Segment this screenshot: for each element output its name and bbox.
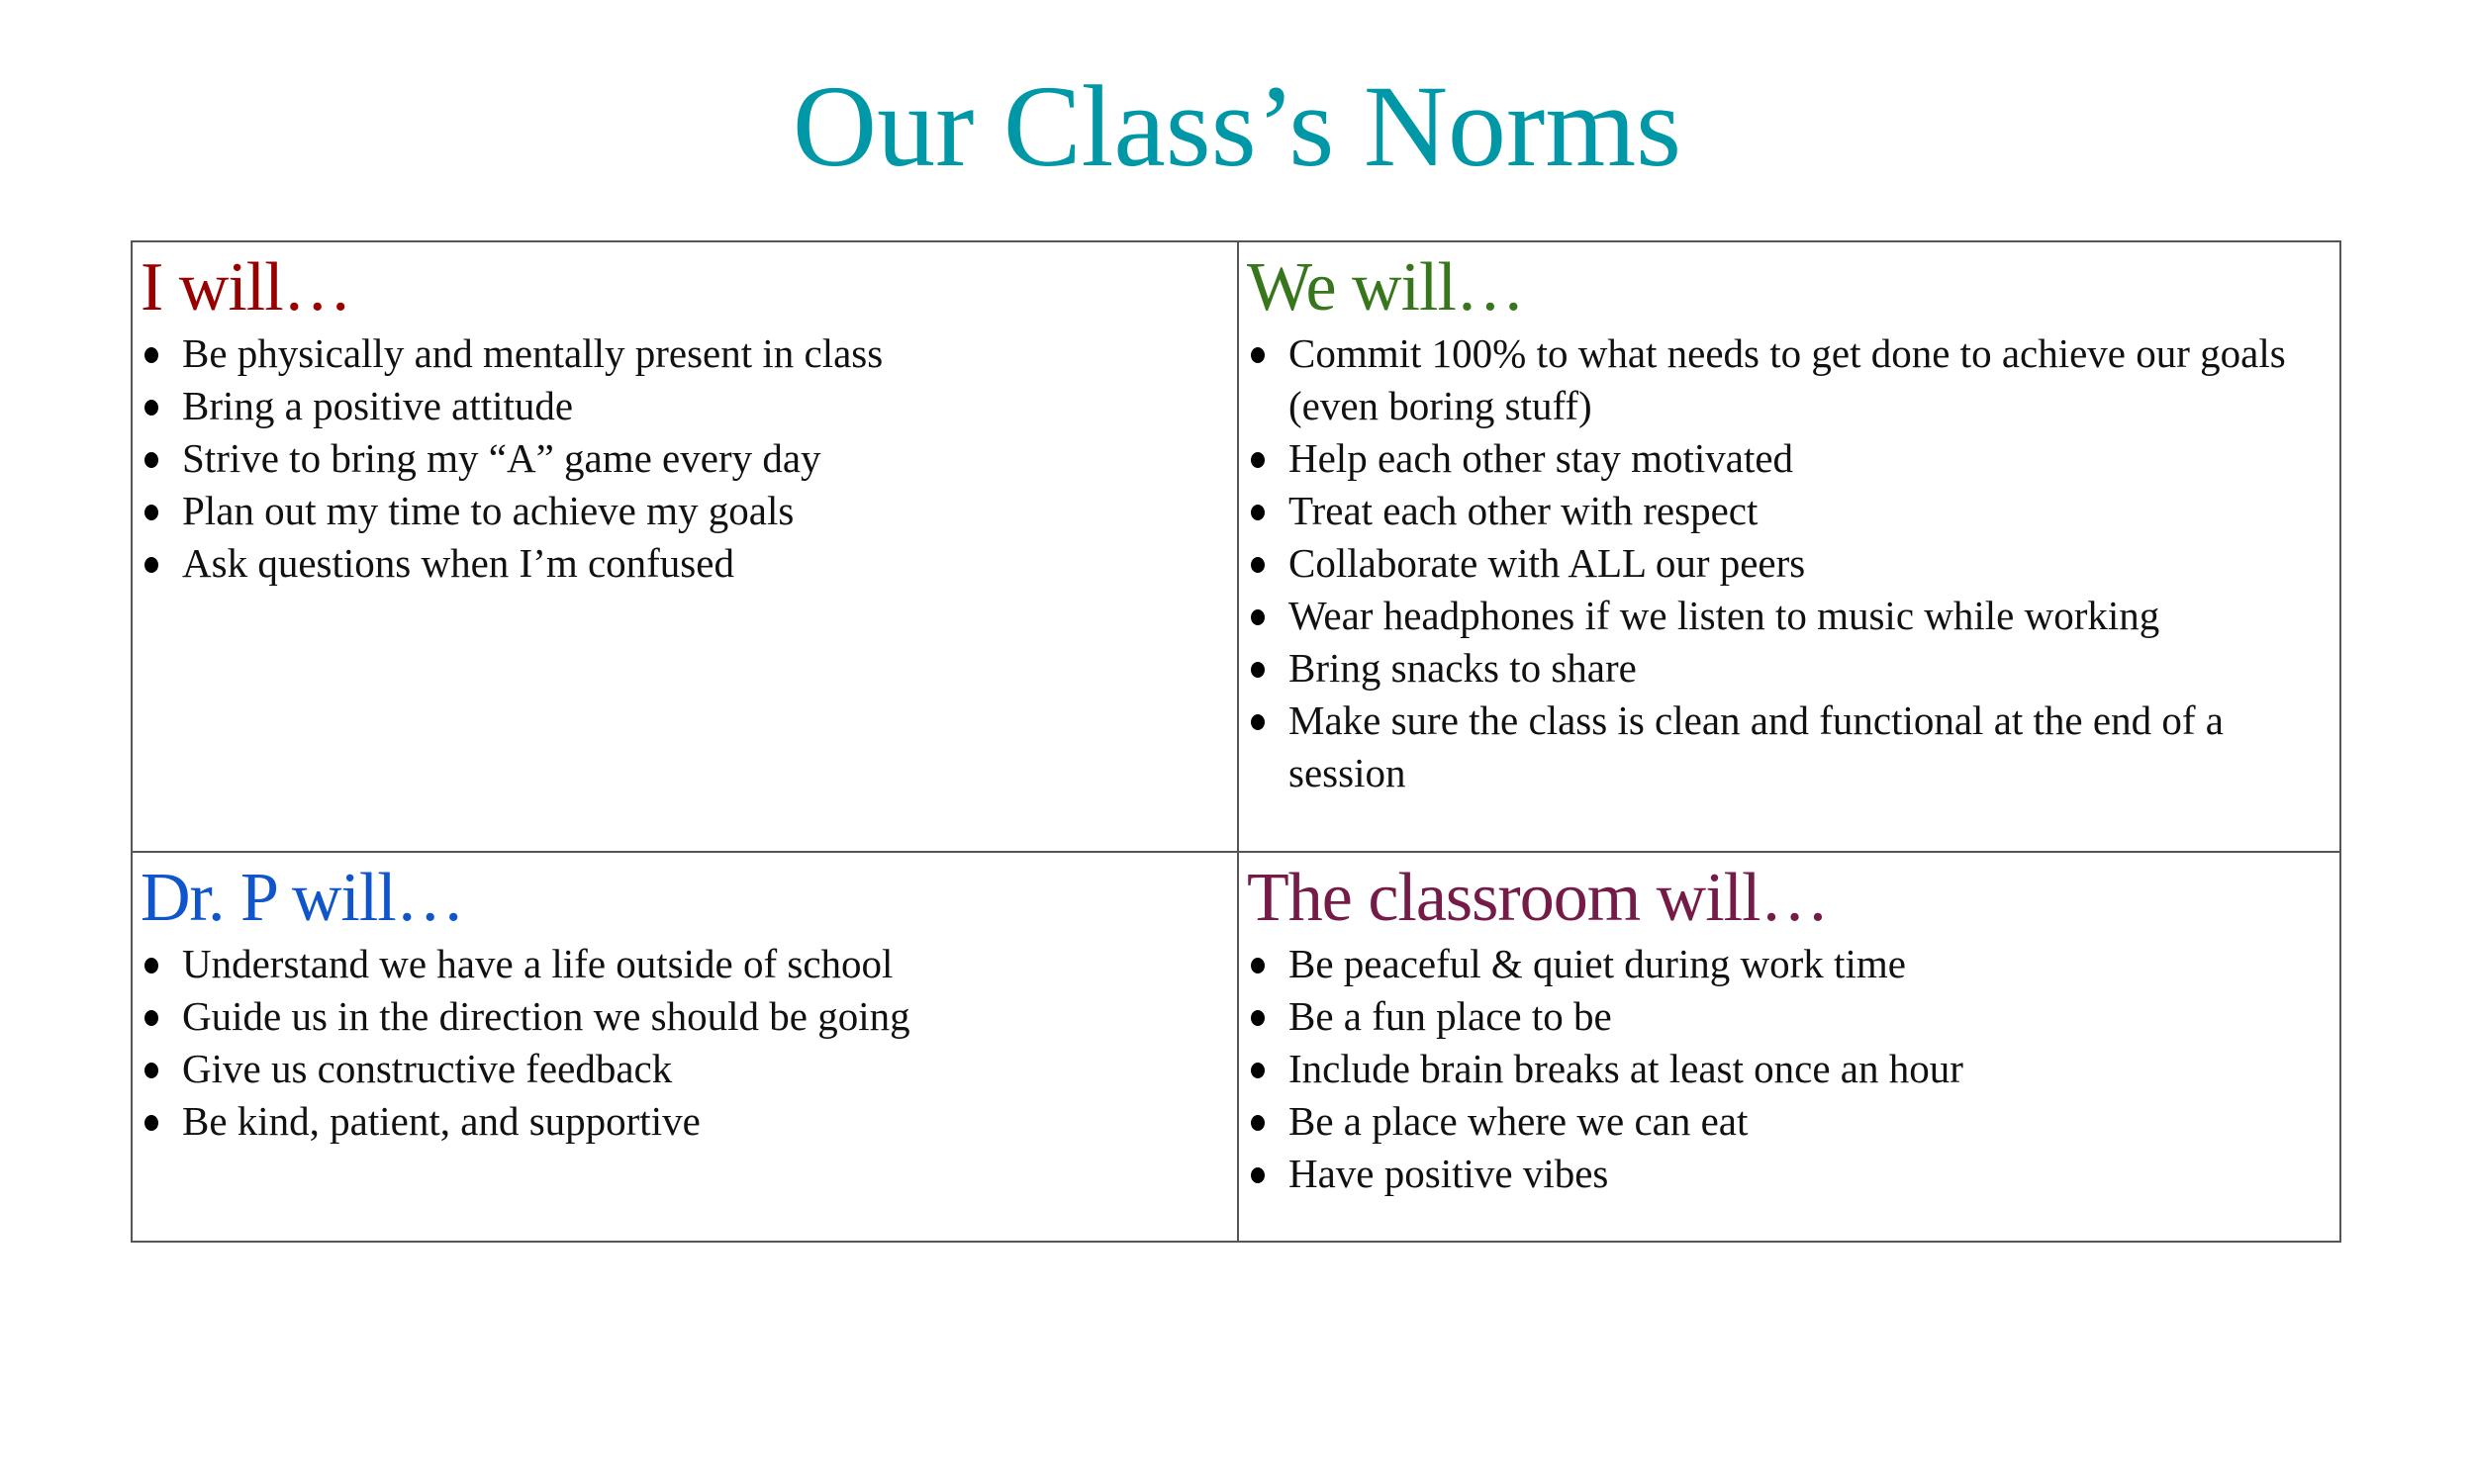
norms-list: [1247, 327, 2330, 799]
section-heading: The classroom will…: [1247, 860, 1829, 936]
list-item: Collaborate with ALL our peers: [1247, 537, 2330, 590]
list-item: Include brain breaks at least once an hour: [1247, 1043, 2330, 1095]
list-item: Be a fun place to be: [1247, 990, 2330, 1043]
bullet-icon: [144, 557, 158, 573]
bullet-icon: [1251, 1063, 1265, 1078]
bullet-icon: [1251, 662, 1265, 678]
bullet-icon: [1251, 505, 1265, 520]
bullet-icon: [144, 347, 158, 363]
list-item: Commit 100% to what needs to get done to achieve our goals (even boring stuff): [1247, 327, 2330, 432]
list-item: Guide us in the direction we should be going: [141, 990, 1227, 1043]
bullet-icon: [144, 505, 158, 520]
norms-list: [1247, 938, 2330, 1200]
list-item: Ask questions when I’m confused: [141, 537, 1227, 590]
bullet-icon: [144, 958, 158, 974]
list-item: Help each other stay motivated: [1247, 432, 2330, 485]
list-item: Bring snacks to share: [1247, 642, 2330, 695]
bullet-icon: [144, 400, 158, 416]
bullet-icon: [1251, 714, 1265, 730]
list-item: Have positive vibes: [1247, 1148, 2330, 1200]
bullet-icon: [1251, 1115, 1265, 1131]
list-item: Treat each other with respect: [1247, 485, 2330, 537]
bullet-icon: [144, 1115, 158, 1131]
section-heading: Dr. P will…: [141, 860, 464, 936]
list-item: Be kind, patient, and supportive: [141, 1095, 1227, 1148]
list-item: Understand we have a life outside of school: [141, 938, 1227, 990]
list-item: Give us constructive feedback: [141, 1043, 1227, 1095]
list-item: Be a place where we can eat: [1247, 1095, 2330, 1148]
bullet-icon: [1251, 1010, 1265, 1026]
list-item: Be peaceful & quiet during work time: [1247, 938, 2330, 990]
list-item: Be physically and mentally present in class: [141, 327, 1227, 380]
page-title: Our Class’s Norms: [792, 61, 1682, 191]
bullet-icon: [144, 1010, 158, 1026]
bullet-icon: [1251, 347, 1265, 363]
section-classroom-will: [1239, 853, 2339, 1241]
list-item: Wear headphones if we listen to music while working: [1247, 590, 2330, 642]
norms-list: [141, 938, 1227, 1148]
norms-list: [141, 327, 1227, 590]
norms-table: [131, 240, 2341, 1243]
section-i-will: [133, 242, 1239, 853]
section-heading: We will…: [1247, 249, 1524, 325]
bullet-icon: [1251, 1167, 1265, 1183]
section-we-will: [1239, 242, 2339, 853]
list-item: Strive to bring my “A” game every day: [141, 432, 1227, 485]
list-item: Make sure the class is clean and functional at the end of a session: [1247, 695, 2330, 799]
bullet-icon: [1251, 609, 1265, 625]
list-item: Plan out my time to achieve my goals: [141, 485, 1227, 537]
bullet-icon: [144, 1063, 158, 1078]
list-item: Bring a positive attitude: [141, 380, 1227, 432]
bullet-icon: [1251, 452, 1265, 468]
section-dr-p-will: [133, 853, 1239, 1241]
bullet-icon: [1251, 557, 1265, 573]
bullet-icon: [144, 452, 158, 468]
section-heading: I will…: [141, 249, 351, 325]
bullet-icon: [1251, 958, 1265, 974]
